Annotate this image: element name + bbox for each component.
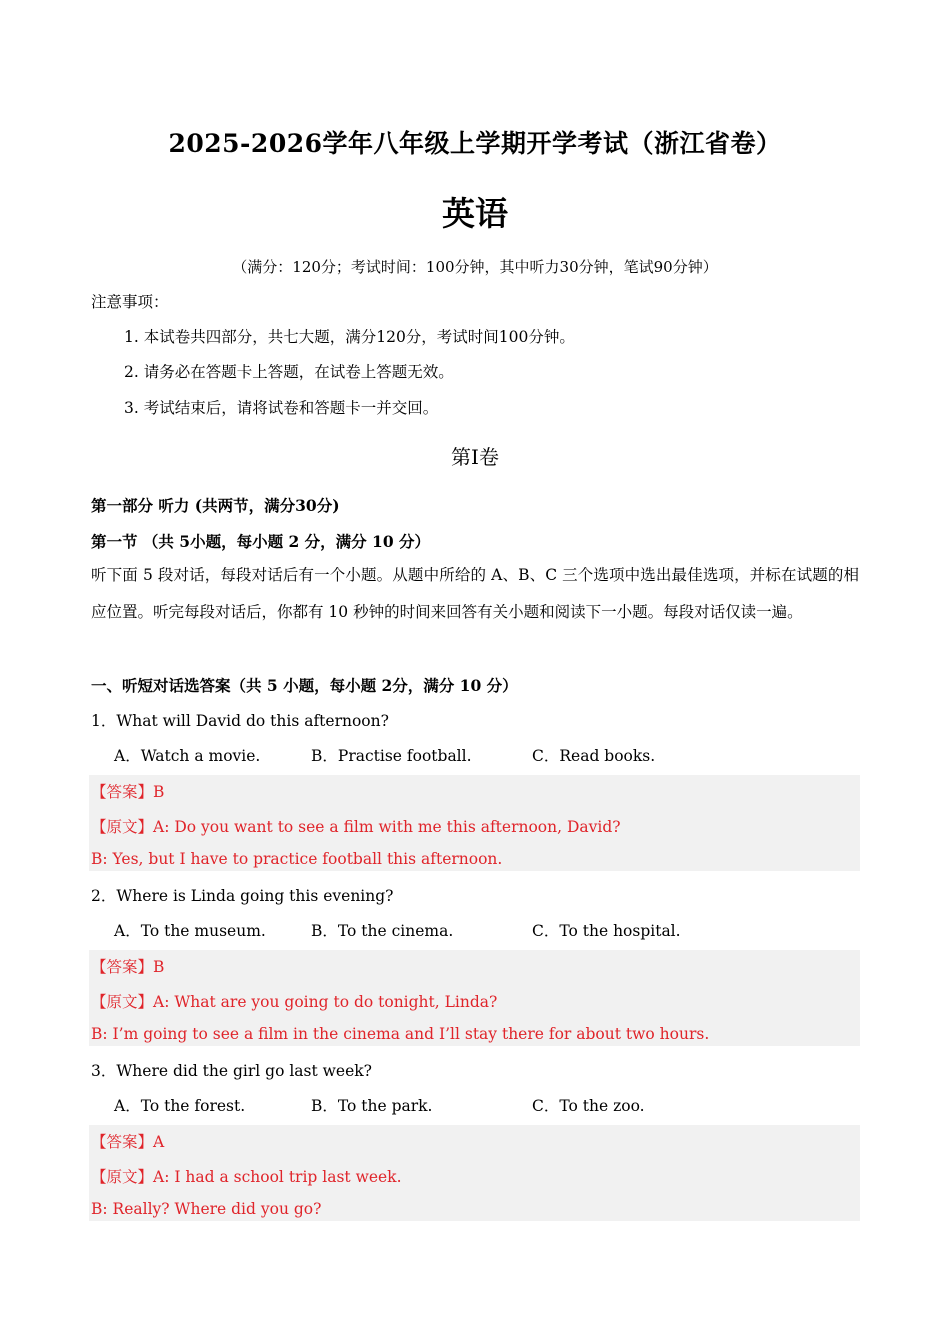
script-line-b: B: I’m going to see a film in the cinema and I’ll stay there for about two hours. <box>91 1025 710 1043</box>
option-a: A．Watch a movie. <box>114 747 261 765</box>
option-a: A．To the museum. <box>114 922 266 940</box>
script-line-a <box>91 990 497 1012</box>
answer-label: 【答案】 <box>91 783 154 801</box>
notice-item: 3. 考试结束后，请将试卷和答题卡一并交回。 <box>124 399 439 417</box>
script-text: A: Do you want to see a film with me this afternoon, David? <box>153 818 621 836</box>
notice-heading: 注意事项： <box>91 293 169 311</box>
script-line-b: B: Yes, but I have to practice football this afternoon. <box>91 850 503 868</box>
answer-line <box>91 955 164 977</box>
subsection-heading: 一、听短对话选答案（共 5 小题，每小题 2分，满分 10 分） <box>91 676 518 695</box>
answer-line <box>91 780 164 802</box>
option-b: B．To the cinema. <box>311 922 454 940</box>
script-label: 【原文】 <box>91 1168 154 1186</box>
option-a: A．To the forest. <box>114 1097 246 1115</box>
part-heading: 第一部分 听力 (共两节，满分30分) <box>91 496 340 515</box>
exam-info: （满分：120分；考试时间：100分钟，其中听力30分钟，笔试90分钟） <box>232 258 718 276</box>
section-heading: 第一节 （共 5小题，每小题 2 分，满分 10 分） <box>91 532 431 551</box>
notice-item: 2. 请务必在答题卡上答题，在试卷上答题无效。 <box>124 363 454 381</box>
script-text: A: What are you going to do tonight, Linda? <box>153 993 498 1011</box>
answer-box <box>89 950 860 1046</box>
option-c: C．To the zoo. <box>532 1097 645 1115</box>
question-stem: 1．What will David do this afternoon? <box>91 712 389 730</box>
script-text: A: I had a school trip last week. <box>153 1168 402 1186</box>
answer-value: B <box>153 783 165 801</box>
script-label: 【原文】 <box>91 818 154 836</box>
answer-value: B <box>153 958 165 976</box>
script-line-a <box>91 1165 402 1187</box>
script-line-b: B: Really? Where did you go? <box>91 1200 322 1218</box>
answer-label: 【答案】 <box>91 958 154 976</box>
question-stem: 3．Where did the girl go last week? <box>91 1062 372 1080</box>
exam-title: 2025-2026学年八年级上学期开学考试（浙江省卷） <box>168 129 782 158</box>
answer-line <box>91 1130 164 1152</box>
question-stem: 2．Where is Linda going this evening? <box>91 887 394 905</box>
option-c: C．To the hospital. <box>532 922 681 940</box>
option-b: B．To the park. <box>311 1097 433 1115</box>
script-label: 【原文】 <box>91 993 154 1011</box>
volume-heading: 第I卷 <box>451 445 499 469</box>
answer-value: A <box>153 1133 165 1151</box>
instructions: 听下面 5 段对话，每段对话后有一个小题。从题中所给的 A、B、C 三个选项中选出最佳选项，并标在试题的相应位置。听完每段对话后，你都有 10 秒钟的时间来回答有关小题和阅读下一小题。每段对话仅读一遍。 <box>91 566 859 621</box>
script-line-a <box>91 815 621 837</box>
answer-box <box>89 775 860 871</box>
option-b: B．Practise football. <box>311 747 472 765</box>
answer-box <box>89 1125 860 1221</box>
notice-item: 1. 本试卷共四部分，共七大题，满分120分，考试时间100分钟。 <box>124 328 575 346</box>
answer-label: 【答案】 <box>91 1133 154 1151</box>
subject-title: 英语 <box>442 194 508 233</box>
option-c: C．Read books. <box>532 747 656 765</box>
